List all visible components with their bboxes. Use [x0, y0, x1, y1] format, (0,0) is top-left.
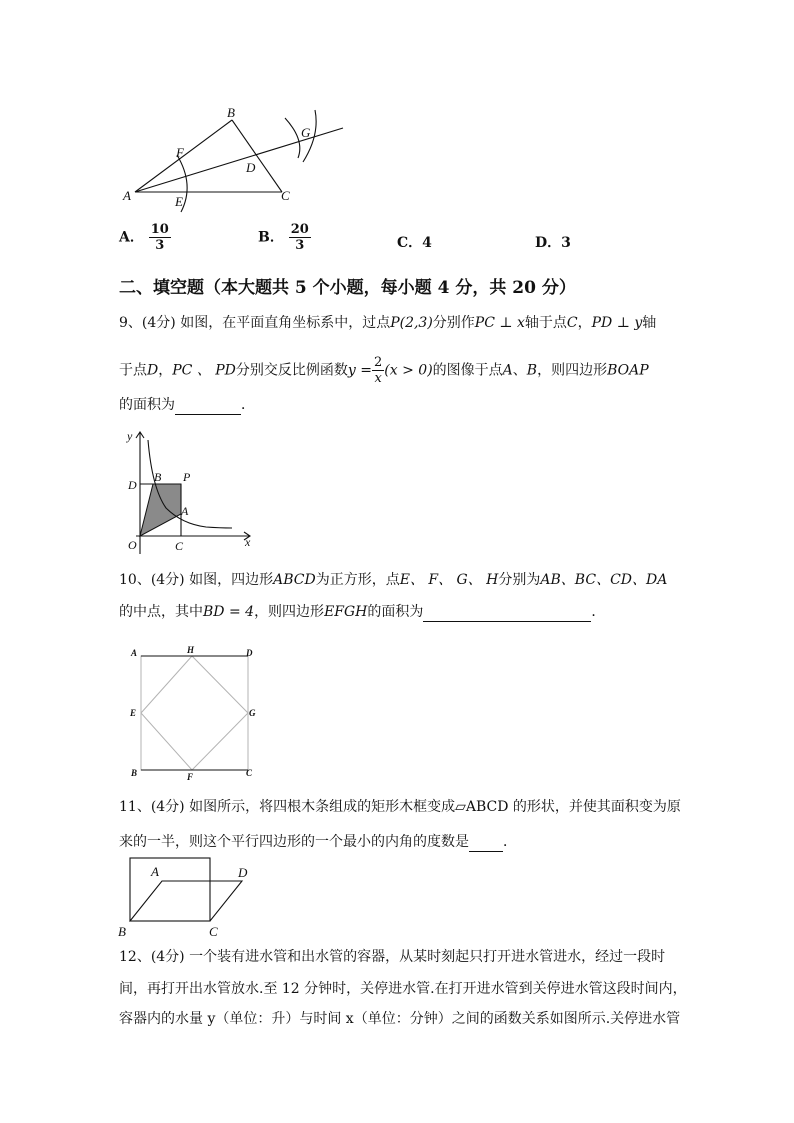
- section-heading: 二、填空题（本大题共 5 个小题，每小题 4 分，共 20 分）: [119, 278, 576, 298]
- label-c: C: [281, 188, 290, 203]
- arc-g-left: [285, 118, 300, 158]
- sq-label-f: F: [187, 772, 194, 782]
- sq-label-c: C: [246, 768, 253, 778]
- q9-line2: 于点D，PC 、 PD分别交反比例函数y = $\frac{2}{x}$ (x > 0)的图像于点A、B，则四边形BOAP: [119, 355, 649, 386]
- q9-line1: 9、(4分) 如图，在平面直角坐标系中，过点P(2,3)分别作PC ⊥ x轴于点C，PD ⊥ y轴: [119, 315, 657, 331]
- label-f: F: [176, 145, 184, 160]
- option-b: B． $\frac{20}{3}$: [258, 222, 309, 253]
- q11-line1: 11、(4分) 如图所示，将四根木条组成的矩形木框变成▱ABCD 的形状，并使其面积变为原: [119, 799, 681, 815]
- q12-line1: 12、(4分) 一个装有进水管和出水管的容器，从某时刻起只打开进水管进水，经过一段时: [119, 949, 666, 965]
- label-b: B: [227, 105, 235, 120]
- q12-line2: 间，再打开出水管放水.至 12 分钟时，关停进水管.在打开进水管到关停进水管这段时间内，: [119, 981, 687, 997]
- q10-square-figure: [125, 644, 265, 782]
- option-a: A． $\frac{10}{3}$: [119, 222, 169, 253]
- quadrilateral-efgh: [141, 656, 248, 770]
- q9-coordinate-graph: [120, 428, 260, 556]
- q11-frame-figure: [115, 852, 260, 940]
- graph-label-y: y: [127, 429, 133, 443]
- rectangle-frame: [130, 858, 210, 921]
- label-a: A: [123, 188, 131, 203]
- parallelogram-abcd: [130, 881, 242, 921]
- q10-line2: 的中点，其中BD = 4，则四边形EFGH的面积为 ．: [119, 604, 606, 620]
- square-abcd: [141, 656, 248, 770]
- option-b-fraction: $\frac{20}{3}$: [290, 222, 309, 253]
- graph-label-x: x: [245, 535, 251, 549]
- sq-label-a: A: [131, 648, 138, 658]
- q11-line2: 来的一半，则这个平行四边形的一个最小的内角的度数是 ．: [119, 834, 517, 850]
- pg-label-b: B: [118, 924, 126, 939]
- segment-bc: [232, 120, 282, 192]
- graph-label-c: C: [175, 539, 184, 553]
- answer-blank-q9[interactable]: [175, 398, 241, 415]
- option-c: C．4: [397, 235, 432, 251]
- label-g: G: [301, 125, 311, 140]
- answer-blank-q10[interactable]: [423, 605, 591, 622]
- sq-label-d: D: [246, 648, 253, 658]
- triangle-construction-figure: [115, 100, 360, 240]
- pg-label-d: D: [238, 865, 248, 880]
- q9-line3: 的面积为 ．: [119, 397, 255, 413]
- graph-label-d: D: [128, 478, 137, 492]
- option-d: D．3: [535, 235, 571, 251]
- graph-label-o: O: [128, 538, 137, 552]
- pg-label-c: C: [209, 924, 218, 939]
- sq-label-e: E: [130, 708, 137, 718]
- answer-blank-q11[interactable]: [469, 835, 503, 852]
- sq-label-h: H: [187, 645, 195, 655]
- graph-label-p: P: [183, 470, 191, 484]
- ray-ag: [135, 128, 343, 192]
- sq-label-g: G: [249, 708, 256, 718]
- q10-line1: 10、(4分) 如图，四边形ABCD为正方形，点E、 F、 G、 H分别为AB、BC、CD、DA: [119, 572, 668, 588]
- label-d: D: [246, 160, 256, 175]
- graph-label-a: A: [181, 504, 189, 518]
- sq-label-b: B: [131, 768, 138, 778]
- pg-label-a: A: [151, 864, 159, 879]
- shaded-quadrilateral-boap: [140, 484, 181, 536]
- q12-line3: 容器内的水量 y（单位：升）与时间 x（单位：分钟）之间的函数关系如图所示.关停进水管: [119, 1011, 681, 1027]
- option-a-fraction: $\frac{10}{3}$: [150, 222, 169, 253]
- label-e: E: [175, 194, 183, 209]
- graph-label-b: B: [154, 470, 162, 484]
- function-fraction: $\frac{2}{x}$: [374, 355, 383, 386]
